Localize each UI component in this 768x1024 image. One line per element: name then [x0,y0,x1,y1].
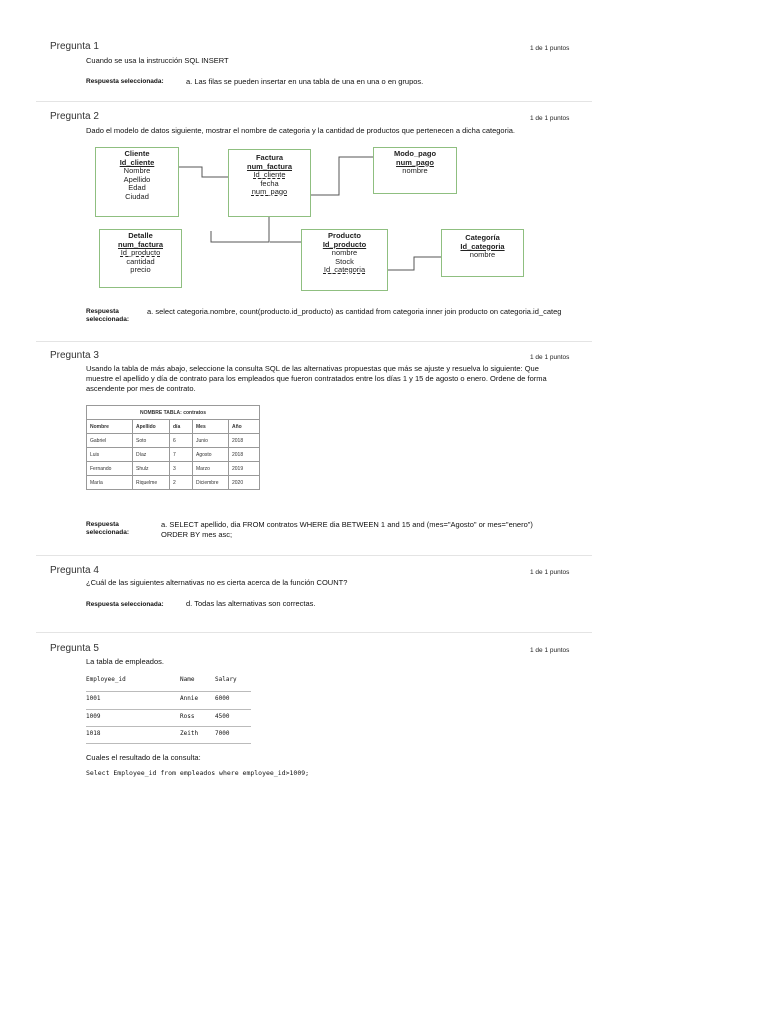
entity-producto-fk: Id_categoria [323,265,366,274]
table-header: Name [180,676,195,683]
table-cell: 2019 [229,462,260,476]
entity-factura [228,149,311,217]
table-cell: 1009 [86,713,101,720]
entity-categoria [441,229,524,277]
entity-factura-title: Factura [255,153,284,162]
question-3-statement: Usando la tabla de más abajo, seleccione la consulta SQL de las alternativas propuestas que más se ajuste y resuelva lo siguiente: Que [86,364,539,373]
question-4-title: Pregunta 4 [50,565,99,576]
entity-cliente-field: Apellido [123,174,151,184]
table-header: día [170,420,193,434]
table-row [87,448,260,462]
table-cell: Fernando [87,462,133,476]
table-cell: Agosto [193,448,229,462]
table-cell: Diciembre [193,476,229,490]
table-cell: 1018 [86,730,101,737]
entity-detalle-pk: num_factura [117,239,163,249]
entity-factura-field: fecha [260,178,279,188]
table-cell: Gabriel [87,434,133,448]
question-3-answer: ORDER BY mes asc; [161,530,233,539]
table-cell: 7000 [215,730,230,737]
question-2-points: 1 de 1 puntos [530,115,570,122]
entity-cliente-field: Edad [128,183,146,192]
entity-modo-pago [373,147,457,194]
table-header: Employee_id [86,676,126,683]
divider [86,691,251,692]
relation-producto-categoria [386,257,441,270]
question-4-answer-label: Respuesta seleccionada: [86,601,164,608]
table-cell: Díaz [133,448,170,462]
entity-producto [301,229,388,291]
entity-producto-pk: Id_producto [322,239,367,249]
question-2-answer-label: Respuesta [86,308,119,315]
relation-factura-modopago [309,157,373,195]
table-cell: Zeith [180,730,199,737]
table-header: Mes [193,420,229,434]
question-5-title: Pregunta 5 [50,643,99,654]
employees-table [86,674,251,746]
entity-cliente [95,147,179,217]
table-cell: Shulz [133,462,170,476]
question-1-title: Pregunta 1 [50,41,99,52]
table-header: Año [229,420,260,434]
divider [36,555,592,556]
divider [36,341,592,342]
entity-cliente-field: Nombre [123,166,151,175]
question-3-title: Pregunta 3 [50,350,99,361]
question-4-points: 1 de 1 puntos [530,569,570,576]
table-row [87,476,260,490]
table-cell: Riquelme [133,476,170,490]
table-header: Salary [215,676,237,683]
er-diagram [86,140,556,295]
entity-detalle-field: cantidad [126,256,155,266]
question-1-statement: Cuando se usa la instrucción SQL INSERT [86,56,229,65]
divider [36,632,592,633]
entity-modo-pago-title: Modo_pago [393,149,437,158]
table-cell: María [87,476,133,490]
entity-producto-title: Producto [328,231,361,240]
entity-cliente-title: Cliente [124,149,150,158]
divider [36,101,592,102]
question-5-statement: La tabla de empleados. [86,657,164,666]
table-cell: Soto [133,434,170,448]
table-cell: 3 [170,462,193,476]
divider [86,709,251,710]
entity-detalle-title: Detalle [128,231,153,240]
entity-categoria-field: nombre [469,250,496,259]
question-5-query: Select Employee_id from empleados where employee_id>1009; [86,769,310,777]
entity-cliente-field: Ciudad [125,191,149,201]
question-3-answer-label: seleccionada: [86,529,129,536]
entity-cliente-pk: Id_cliente [119,157,155,167]
table-cell: 2020 [229,476,260,490]
table-cell: Marzo [193,462,229,476]
table-caption: NOMBRE TABLA: contratos [87,406,260,420]
table-row [87,434,260,448]
question-2-answer: a. select categoria.nombre, count(producto.id_producto) as cantidad from categoria inner join producto on categoria.id_categ [147,307,562,316]
entity-producto-field: nombre [331,248,358,257]
entity-factura-pk: num_factura [246,161,292,171]
question-5-question: Cuales el resultado de la consulta: [86,753,201,762]
question-2-statement: Dado el modelo de datos siguiente, mostrar el nombre de categoria y la cantidad de productos que pertenecen a dicha categoria. [86,126,516,135]
question-3-answer-label: Respuesta [86,521,119,528]
question-1-answer: a. Las filas se pueden insertar en una tabla de una en una o en grupos. [186,77,424,86]
divider [86,743,251,744]
table-cell: Luis [87,448,133,462]
table-cell: 2018 [229,434,260,448]
question-3-answer: a. SELECT apellido, dia FROM contratos WHERE dia BETWEEN 1 and 15 and (mes="Agosto" or mes="enero") [161,520,533,529]
question-3-statement: muestre el apellido y día de contrato para los empleados que fueron contratados entre los días 1 y 15 de agosto o enero. Ordene de forma [86,374,547,383]
entity-categoria-title: Categoría [465,233,500,242]
table-cell: 6 [170,434,193,448]
table-cell: Annie [180,695,199,702]
question-5-points: 1 de 1 puntos [530,647,570,654]
question-3-points: 1 de 1 puntos [530,354,570,361]
question-4-answer: d. Todas las alternativas son correctas. [186,599,316,608]
table-cell: 1001 [86,695,101,702]
table-cell: 2018 [229,448,260,462]
entity-detalle-field: precio [130,265,151,274]
entity-detalle [99,229,182,288]
table-cell: 4500 [215,713,230,720]
question-4-statement: ¿Cuál de las siguientes alternativas no es cierta acerca de la función COUNT? [86,578,348,587]
question-2-title: Pregunta 2 [50,111,99,122]
entity-modo-pago-field: nombre [402,166,428,175]
entity-detalle-fk: Id_producto [120,248,161,257]
entity-producto-field: Stock [335,256,354,266]
divider [86,726,251,727]
entity-factura-fk: Id_cliente [253,170,286,179]
table-cell: 2 [170,476,193,490]
entity-categoria-pk: Id_categoria [460,241,505,251]
table-cell: Ross [180,713,195,720]
table-cell: 6000 [215,695,230,702]
table-cell: Junio [193,434,229,448]
question-1-points: 1 de 1 puntos [530,45,570,52]
table-row [87,462,260,476]
table-header: Apellido [133,420,170,434]
question-2-answer-label: seleccionada: [86,316,129,323]
entity-factura-fk: num_pago [251,187,288,196]
contratos-table [86,405,260,490]
relation-factura-detalle [211,217,269,242]
entity-modo-pago-pk: num_pago [396,157,434,167]
relation-cliente-factura [177,167,228,177]
table-header: Nombre [87,420,133,434]
question-3-statement: ascendente por mes de contrato. [86,384,196,393]
table-cell: 7 [170,448,193,462]
question-1-answer-label: Respuesta seleccionada: [86,78,164,85]
